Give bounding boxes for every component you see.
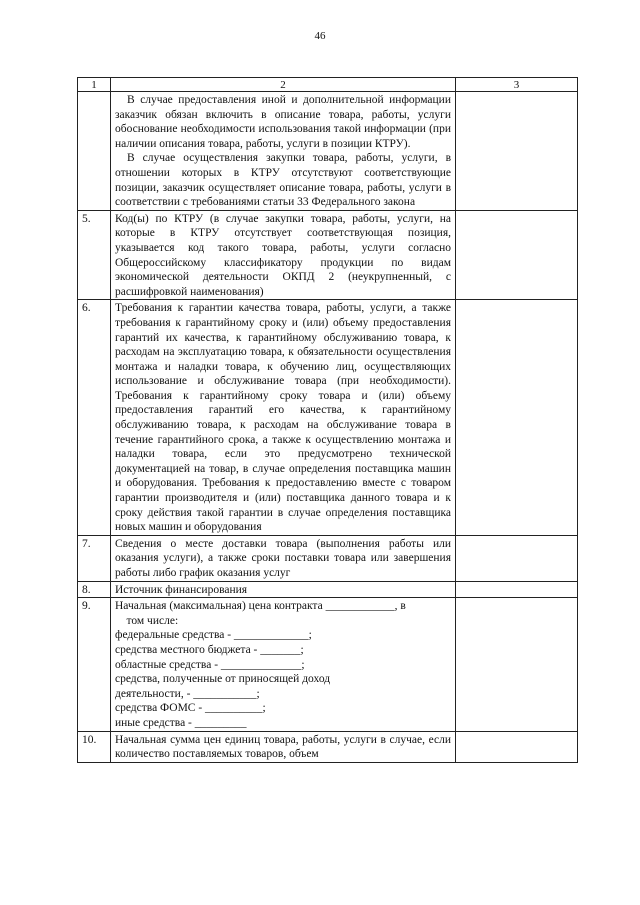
row-value-cell: [456, 598, 578, 731]
row-number: [78, 92, 111, 211]
requirements-table: [77, 77, 578, 763]
paragraph: Требования к гарантии качества товара, работы, услуги, а также требования к гарантийному сроку и (или) объему предоставления гарантий их качества, к гарантийному обслуживанию товара, к расходам на эксплуатацию товара, к обязательности осуществления монтажа и наладки товара, к обучению лиц, осуществляющих использование и обслуживание товара (при необходимости). Требования к гарантийному сроку товара и (или) объему предоставления гарантий его качества, к гарантийному обслуживанию товара, к расходам на обслуживание товара в течение гарантийного срока, а также к осуществлению монтажа и наладки товара, если это предусмотрено технической документацией на товар, в случае определения поставщика машин и оборудования. Требования к предоставлению вместе с товаром гарантии производителя и (или) поставщика данного товара и к сроку действия такой гарантии в случае определения поставщика новых машин и оборудования: [115, 302, 451, 534]
header-col-3: 3: [456, 78, 578, 92]
table-row: [78, 92, 578, 211]
header-col-2: 2: [111, 78, 456, 92]
funding-line: деятельности, - ___________;: [115, 687, 260, 700]
row-number: 5.: [78, 210, 111, 300]
funding-line: федеральные средства - _____________;: [115, 629, 312, 642]
row-description: [111, 598, 456, 731]
table-row: [78, 581, 578, 598]
funding-line: Начальная (максимальная) цена контракта ____________, в: [115, 600, 406, 613]
paragraph: В случае осуществления закупки товара, работы, услуги, в отношении которых в КТРУ отсутствуют соответствующие позиции, заказчик осуществляет описание товара, работы, услуги в соответствии с требованиями статьи 33 Федерального закона: [115, 152, 451, 209]
row-number: 6.: [78, 300, 111, 536]
paragraph: Сведения о месте доставки товара (выполнения работы или оказания услуги), а также сроки поставки товара или завершения работы либо график оказания услуг: [115, 537, 451, 579]
row-value-cell: [456, 300, 578, 536]
row-value-cell: [456, 535, 578, 581]
page-number: 46: [314, 30, 326, 42]
funding-line: иные средства - _________: [115, 716, 247, 729]
funding-line: том числе:: [115, 614, 179, 627]
row-number: 7.: [78, 535, 111, 581]
row-value-cell: [456, 210, 578, 300]
row-description: [111, 731, 456, 762]
header-col-1: 1: [78, 78, 111, 92]
table-row: [78, 598, 578, 731]
row-value-cell: [456, 581, 578, 598]
paragraph: В случае предоставления иной и дополнительной информации заказчик обязан включить в описание товара, работы, услуги обоснование необходимости использования такой информации (при наличии описания товара, работы, услуги в позиции КТРУ).: [115, 94, 451, 150]
row-number: 8.: [78, 581, 111, 598]
paragraph: Код(ы) по КТРУ (в случае закупки товара, работы, услуги, на которые в КТРУ отсутствует соответствующая позиция, указывается код такого товара, работы, услуги согласно Общероссийскому классификатору продукции по видам экономической деятельности ОКПД 2 (неукрупненный, с расшифровкой наименования): [115, 212, 451, 298]
paragraph: Источник финансирования: [115, 583, 248, 596]
table-row: [78, 731, 578, 762]
row-description: [111, 300, 456, 536]
row-value-cell: [456, 92, 578, 211]
row-number: 9.: [78, 598, 111, 731]
row-value-cell: [456, 731, 578, 762]
funding-line: средства местного бюджета - _______;: [115, 643, 304, 656]
row-description: [111, 535, 456, 581]
funding-line: областные средства - ______________;: [115, 658, 305, 671]
row-description: [111, 92, 456, 211]
paragraph: Начальная сумма цен единиц товара, работы, услуги в случае, если количество поставляемых товаров, объем: [115, 733, 451, 761]
table-row: [78, 210, 578, 300]
table-row: [78, 535, 578, 581]
row-description: [111, 581, 456, 598]
funding-line: средства ФОМС - __________;: [115, 702, 266, 715]
row-number: 10.: [78, 731, 111, 762]
table-row: [78, 300, 578, 536]
table-header-row: [78, 78, 578, 92]
row-description: [111, 210, 456, 300]
funding-line: средства, полученные от приносящей доход: [115, 673, 331, 686]
